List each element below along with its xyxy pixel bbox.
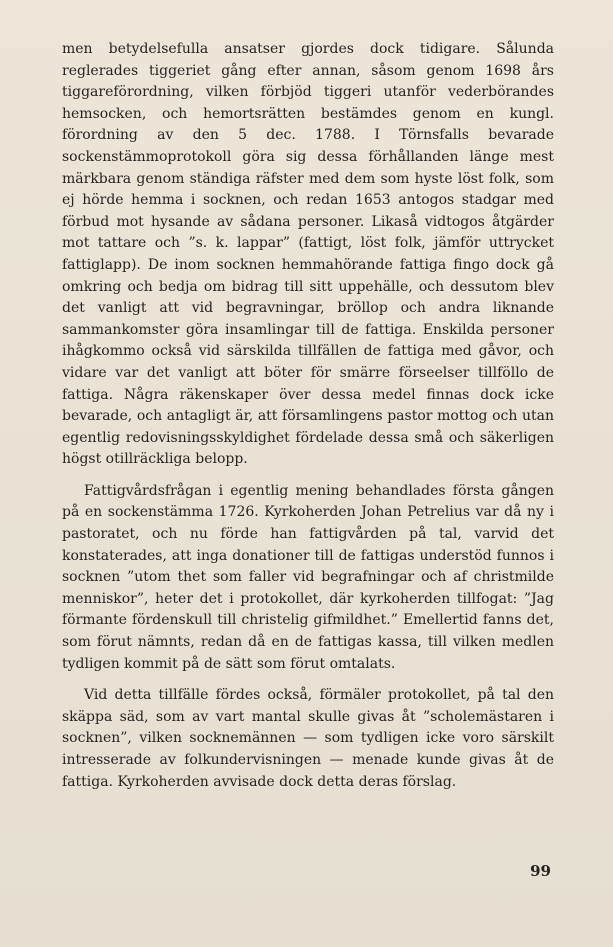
paragraph-3: Vid detta tillfälle fördes också, förmäler protokollet, på tal den skäppa säd, som av vart mantal skulle givas åt ”scholemästaren i socknen”, vilken socknemännen — som tydligen icke voro särskilt intresserade av folkundervisningen — menade kunde givas åt de fattiga. Kyrkoherden avvisade dock detta deras förslag. (62, 687, 554, 790)
body-text (62, 39, 554, 803)
paragraph-2: Fattigvårdsfrågan i egentlig mening behandlades första gången på en sockenstämma 1726. Kyrkoherden Johan Petrelius var då ny i pastoratet, och nu förde han fattigvården på tal, varvid det konstaterades, att inga donationer till de fattigas understöd funnos i socknen ”utom thet som faller vid begrafningar och af christmilde menniskor”, heter det i protokollet, där kyrkoherden tillfogat: ”Jag förmante fördenskull till christelig gifmildhet.” Emellertid fanns det, som förut nämnts, redan då en de fattigas kassa, till vilken medlen tydligen kommit på de sätt som förut omtalats. (62, 482, 554, 672)
page-number: 99 (530, 862, 551, 880)
paragraph-1: men betydelsefulla ansatser gjordes dock tidigare. Sålunda reglerades tiggeriet gång efter annan, såsom genom 1698 års tiggareförordning, vilken förbjöd tiggeri utanför vederbörandes hemsocken, och hemortsrätten bestämdes genom en kungl. förordning av den 5 dec. 1788. I Törnsfalls bevarade sockenstämmoprotokoll göra sig dessa förhållanden länge mest märkbara genom ständiga räfster med dem som hyste löst folk, som ej hörde hemma i socknen, och redan 1653 antogos stadgar med förbud mot hysande av sådana personer. Likaså vidtogos åtgärder mot tattare och ”s. k. lappar” (fattigt, löst folk, jämför uttrycket fattiglapp). De inom socknen hemmahörande fattiga fingo dock gå omkring och bedja om bidrag till sitt uppehälle, och dessutom blev det vanligt att vid begravningar, bröllop och andra liknande sammankomster göra insamlingar till de fattiga. Enskilda personer ihågkommo också vid särskilda tillfällen de fattiga med gåvor, och vidare var det vanligt att böter för smärre förseelser tillföllo de fattiga. Några räkenskaper över dessa medel finnas dock icke bevarade, och antagligt är, att församlingens pastor mottog och utan egentlig redovisningsskyldighet fördelade dessa små och säkerligen högst otillräckliga belopp. (62, 41, 554, 468)
